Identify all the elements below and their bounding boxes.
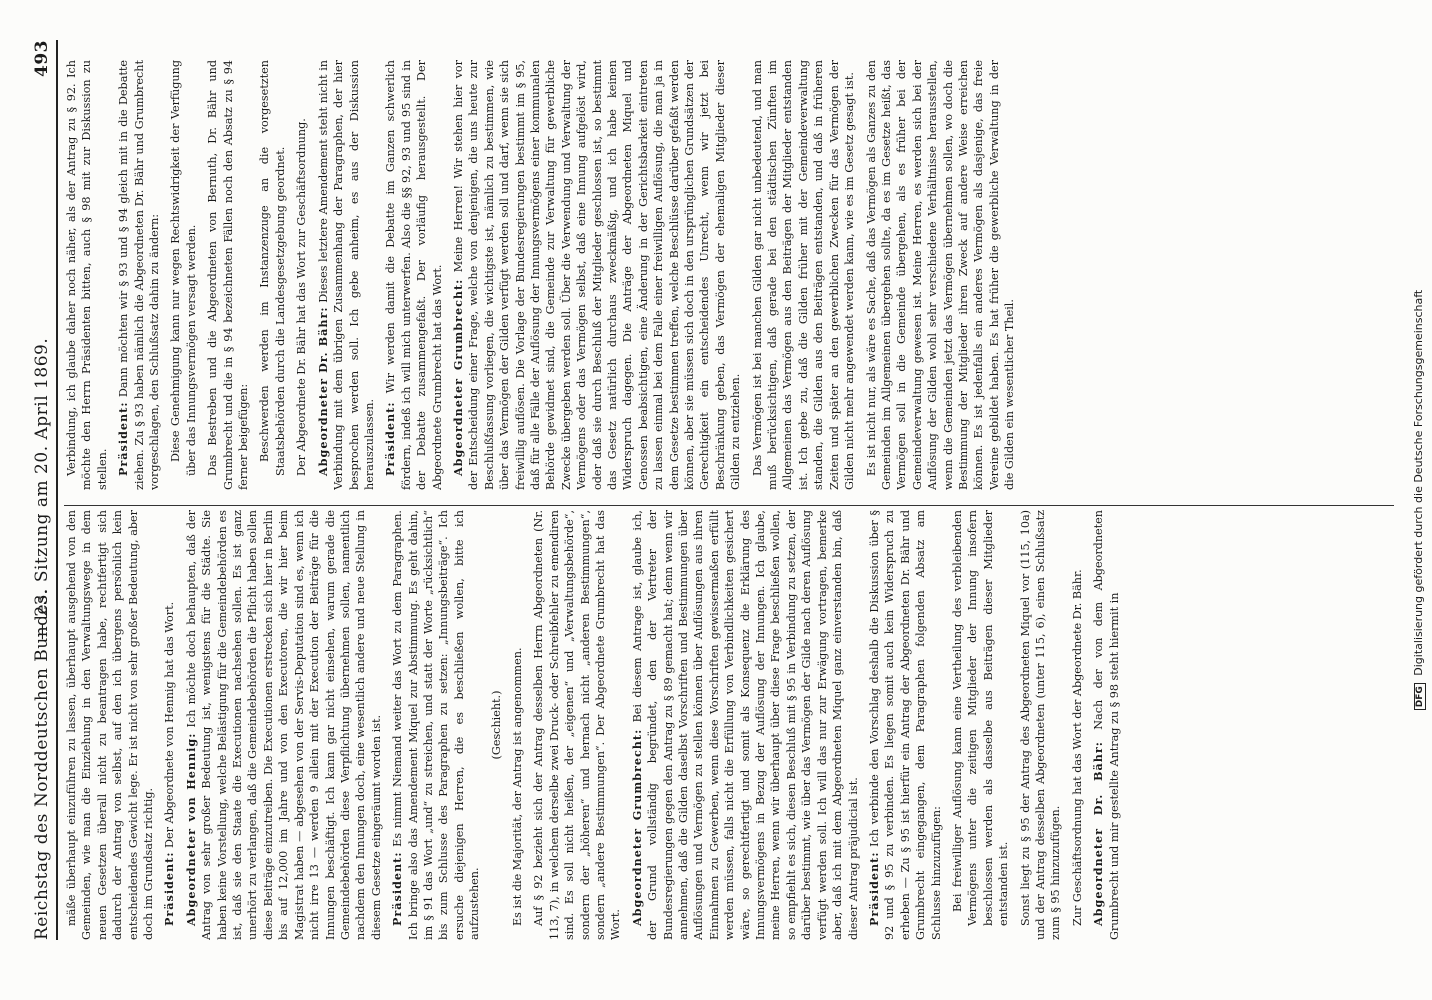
speech-paragraph (316, 60, 378, 490)
speaker-name: Präsident: (390, 851, 405, 926)
text-paragraph: Verbindung, ich glaube daher noch näher, als der Antrag zu § 92. Ich möchte den Herrn Präsidenten bitten, auch § 98 mit zur Diskussion zu stellen. (65, 60, 109, 490)
text-paragraph: Der Abgeordnete Dr. Bähr hat das Wort zur Geschäftsordnung. (295, 118, 309, 476)
speaker-name: Präsident: (866, 851, 881, 926)
speaker-name: Abgeordneter Grumbrecht: (450, 278, 465, 476)
speech-paragraph (383, 60, 445, 490)
header-session: — 23. Sitzung am 20. April 1869. (32, 337, 52, 640)
stage-direction: (Geschieht.) (489, 690, 503, 760)
speech-paragraph (630, 510, 861, 940)
speaker-name: Abgeordneter Dr. Bähr: (1091, 741, 1106, 926)
text-paragraph: Auf § 92 bezieht sich der Antrag desselben Herrn Abgeordneten (Nr. 113, 7), in welchem derselbe zwei Druck- oder Schreibfehler zu emendiren sind. Es soll nicht heißen, der „eigenen“ und „Verwaltungsbehörde“, sondern der „höheren“ und hernach nicht „anderen Bestimmungen“, sondern „andere Bestimmungen“. Der Abgeordnete Grumbrecht hat das Wort. (532, 510, 623, 940)
speech-text: Bei diesem Antrage ist, glaube ich, der Grund vollständig begründet, den der Vertreter der Bundesregierungen gegen den Antrag zu § 89 gemacht hat; denn wenn wir annehmen, daß die Gilden daselbst Vorschriften und Bestimmungen über Auflösungen und Vermögen zu stellen können über Auflösungen aus ihren Einnahmen zu Gewerben, wenn diese Vorschriften gewissermaßen erfüllt werden müssen, falls nicht die Erfüllung von Verbindlichkeiten gesichert wäre, so gerechtfertigt und somit als Konsequenz die Erklärung des Innungsvermögens in Bezug der Auflösung der Innungen. Ich glaube, meine Herren, wenn wir überhaupt über diese Frage beschließen wollen, so empfiehlt es sich, diesen Beschluß mit § 95 in Verbindung zu setzen, der darüber bestimmt, wie über das Vermögen der Gilde nach deren Auflösung verfügt werden soll. Ich will das nur zur Erwägung vortragen, bemerke aber, daß ich mit dem Abgeordneten Miquel ganz einverstanden bin, daß dieser Antrag präjudicial ist. (630, 510, 860, 940)
left-text-column (64, 510, 1394, 940)
dfg-logo: DFG (1414, 683, 1426, 710)
quoted-amendment: Beschwerden werden im Instanzenzuge an die vorgesetzten Staatsbehörden durch die Landesgesetzgebung geordnet. (258, 60, 287, 476)
text-paragraph: Das Vermögen ist bei manchen Gilden gar nicht unbedeutend, und man muß berücksichtigen, daß gerade bei den städtischen Zünften im Allgemeinen das Vermögen aus den Beiträgen der Mitglieder entstanden ist. Ich gebe zu, daß die Gilden früher mit der Gemeindeverwaltung standen, die Gilden aus den Beiträgen entstanden, und daß in früheren Zeiten und später an den gewerblichen Zwecken für das Vermögen der Gilden nicht mehr angewendet werden kann, wie es im Gesetz gesagt ist. (750, 60, 857, 490)
text-paragraph: mäße überhaupt einzuführen zu lassen, überhaupt ausgehend von den Gemeinden, wie man die Einziehung in den Verwaltungswege in dem neuen Gesetzen überall nicht zu beantragen habe, rechtfertigt sich dadurch der Antrag von selbst, auf den ich übergens persönlich kein entscheidendes Gewicht lege. Er ist nicht von sehr großer Bedeutung, aber doch im Grundsatz richtig. (65, 510, 156, 940)
speech-paragraph (867, 510, 944, 940)
header-title: Reichstag des Norddeutschen Bundes. (32, 588, 52, 940)
right-text-column (64, 60, 1394, 490)
speech-text: Meine Herren! Wir stehen hier vor der Entscheidung einer Frage, welche von denjenigen, die uns heute zur Beschlußfassung vorliegen, die wichtigste ist, nämlich zu bestimmen, wie über das Vermögen der Gilden verfügt werden soll und darf, wenn sie sich freiwillig auflösen. Die Vorlage der Bundesregierungen bestimmt im § 95, daß für alle Fälle der Auflösung der Innungsvermögens einer kommunalen Behörde gewidmet sind, die Gemeinde zur Verwaltung für gewerbliche Zwecke übergeben werden soll. Über die Verwendung und Verwaltung der Vermögens oder das Vermögen selbst, daß eine Innung aufgelöst wird, oder daß sie durch Beschluß der Mitglieder geschlossen ist, so bestimmt das Gesetz natürlich durchaus zweckmäßig, und ich habe keinen Widerspruch dagegen. Die Anträge der Abgeordneten Miquel und Genossen beabsichtigen, eine Änderung in der Gerichtsbarkeit eintreten zu lassen einmal bei dem Falle einer freiwilligen Auflösung, die man ja in dem Gesetze bestimmen treffen, welche Beschlüsse darüber gefaßt werden können, aber sie müssen sich doch in den ursprünglichen Grundsätzen der Gerechtigkeit ein entscheidendes Unrecht, wenn wir jetzt bei Beschränkung geben, das Vermögen der ehemaligen Mitglieder dieser Gilden zu entziehen. (451, 60, 743, 490)
speech-text: Dieses letztere Amendement steht nicht in Verbindung mit dem übrigen Zusammenhang der Paragraphen, der hier besprochen werden soll. Ich gebe anheim, es aus der Diskussion herauszulassen. (316, 60, 376, 490)
page-header (32, 40, 58, 940)
speech-paragraph (451, 60, 744, 490)
speech-text: Der Abgeordnete von Hennig hat das Wort. (163, 601, 177, 852)
speech-text: Nach der von dem Abgeordneten Grumbrecht und mir gestellte Antrag zu § 98 steht hiermit in (1092, 510, 1121, 940)
speech-paragraph (390, 510, 482, 940)
text-paragraph: Zur Geschäftsordnung hat das Wort der Abgeordnete Dr. Bähr. (1070, 569, 1084, 926)
speech-paragraph (184, 510, 384, 940)
speaker-name: Präsident: (116, 401, 131, 476)
speech-text: Es nimmt Niemand weiter das Wort zu dem Paragraphen. Ich bringe also das Amendement Miquel zur Abstimmung. Es geht dahin, im § 91 das Wort „und“ zu streichen, und statt der Worte „rücksichtlich“ bis zum Schlusse des Paragraphen zu setzen: „Innungsbeiträge“. Ich ersuche diejenigen Herren, die es beschließen wollen, bitte ich aufzustehen. (391, 510, 482, 940)
speech-text: Dann möchten wir § 93 und § 94 gleich mit in die Debatte ziehen. Zu § 93 haben nämlich die Abgeordneten Dr. Bähr und Grumbrecht vorgeschlagen, den Schlußsatz dahin zu ändern: (117, 60, 162, 490)
speech-text: Wir werden damit die Debatte im Ganzen schwerlich fördern, indeß ich will mich unterwerfen. Also die §§ 92, 93 und 95 sind in der Debatte zusammengefaßt. Der vorläufig herausgestellt. Der Abgeordnete Grumbrecht hat das Wort. (384, 60, 444, 490)
quoted-amendment: Bei freiwilliger Auflösung kann eine Vertheilung des verbleibenden Vermögens unter die zeitigen Mitglieder der Innung insofern beschlossen werden als dasselbe aus Beiträgen dieser Mitglieder entstanden ist. (950, 510, 1011, 926)
page-number: 493 (32, 40, 52, 77)
speech-text: Ich verbinde den Vorschlag deshalb die Diskussion über § 92 und § 95 zu verbinden. Es liegen somit auch kein Widerspruch zu erheben — Zu § 95 ist hierfür ein Antrag der Abgeordneten Dr. Bähr und Grumbrecht eingegangen, dem Paragraphen folgenden Absatz am Schlusse hinzuzufügen: (867, 510, 943, 940)
speaker-name: Präsident: (383, 401, 398, 476)
speech-paragraph (1091, 510, 1122, 940)
text-paragraph: Es ist die Majorität, der Antrag ist angenommen. (510, 647, 524, 926)
speech-text: Ich möchte doch behaupten, daß der Antrag von sehr großer Bedeutung ist, wenigstens für die Städte. Sie haben keine Vorstellung, welche Belästigung für die Gemeindebehörden es ist, daß sie den Staate die Executionen nachsehen sollen. Es ist ganz unerhört zu verlangen, daß die Gemeindebehörden die Pflicht haben sollen diese Beiträge einzutreiben. Die Executionen erstrecken sich hier in Berlin bis auf 12,000 im Jahre und von den Executoren, die wir hier beim Magistrat haben — abgesehen von der Servis-Deputation sind es, wenn ich nicht irre 13 — werden 9 allein mit der Execution der Beiträge für die Innungen beschäftigt. Ich kann gar nicht einsehen, warum gerade die Gemeindebehörden diese Verpflichtung übernehmen sollen, namentlich nachdem den Innungen doch, eine wesentlich andere und neue Stellung in diesem Gesetze eingeräumt worden ist. (184, 510, 383, 940)
footer-credit (1412, 0, 1426, 1000)
quoted-amendment: Diese Genehmigung kann nur wegen Rechtswidrigkeit der Verfügung über das Innungsvermögen versagt werden. (169, 60, 198, 476)
speaker-name: Abgeordneter Grumbrecht: (629, 728, 644, 926)
speaker-name: Abgeordneter von Hennig: (183, 732, 198, 926)
speech-paragraph (116, 60, 162, 490)
speech-paragraph (162, 510, 177, 940)
text-paragraph: Sonst liegt zu § 95 der Antrag des Abgeordneten Miquel vor (115, 10a) und der Antrag desselben Abgeordneten (unter 115, 6), einen Schlußsatz zum § 95 hinzuzufügen. (1018, 510, 1063, 940)
column-divider (64, 505, 1394, 506)
text-paragraph: Das Bestreben und die Abgeordneten von Bernuth, Dr. Bähr und Grumbrecht und die in § 94 bezeichneten Fällen noch den Absatz zu § 94 ferner beigefügen: (206, 60, 251, 490)
speaker-name: Präsident: (162, 851, 177, 926)
speaker-name: Abgeordneter Dr. Bähr: (315, 306, 330, 476)
text-paragraph: Es ist nicht nur, als wäre es Sache, daß das Vermögen als Ganzes zu den Gemeinden im Allgemeinen übergehen sollte, da es im Gesetze heißt, das Vermögen soll in die Gemeinde übergehen, als es früher bei der Gemeindeverwaltung gewesen ist. Meine Herren, es werden sich bei der Auflösung der Gilden wohl sehr verschiedene Verhältnisse herausstellen, wenn die Gemeinden jetzt das Vermögen übernehmen sollen, wo doch die Bestimmung der Mitglieder ihren Zweck auf andere Weise erreichen können. Es ist jedenfalls ein anderes Vermögen als dasjenige, das freie Vereine gebildet haben. Es hat früher die gewerbliche Verwaltung in der die Gilden ein wesentlicher Theil. (864, 60, 1017, 490)
footer-text: Digitalisierung gefördert durch die Deutsche Forschungsgemeinschaft (1412, 289, 1425, 676)
